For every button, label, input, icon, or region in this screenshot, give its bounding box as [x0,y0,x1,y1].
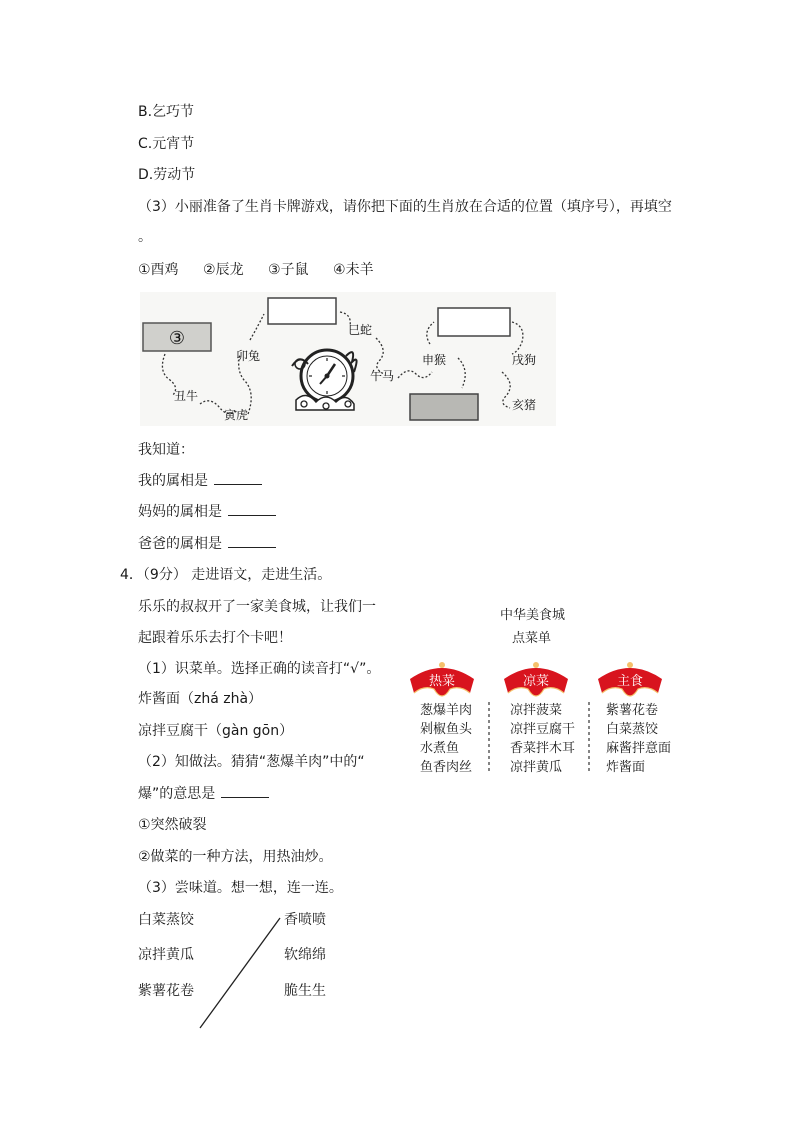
zodiac-option-1: ①酉鸡 [138,262,179,278]
menu-item: 麻酱拌意面 [606,741,672,756]
match-right-2[interactable]: 软绵绵 [284,947,326,963]
q4-part1: （1）识菜单。选择正确的读音打“√”。 [138,661,381,677]
q4-part2-label: 爆”的意思是 [138,786,216,802]
category-hot: 热菜 [428,674,456,689]
menu-item: 紫薯花卷 [606,703,659,718]
menu-item: 剁椒鱼头 [420,722,473,737]
menu-item: 香菜拌木耳 [510,741,576,756]
mom-zodiac-label: 妈妈的属相是 [138,504,222,520]
pronunciation-2: 凉拌豆腐干（gàn gōn） [138,723,294,739]
menu-item: 炸酱面 [606,760,646,775]
zodiac-option-3: ③子鼠 [268,262,309,278]
pronunciation-1: 炸酱面（zhá zhà） [138,691,263,707]
menu-title: 中华美食城 [500,608,566,623]
menu-item: 白菜蒸饺 [606,722,659,737]
dad-zodiac-label: 爸爸的属相是 [138,536,222,552]
match-right-1[interactable]: 香喷喷 [284,912,326,928]
label-dog: 戌狗 [512,353,537,367]
option-c: C.元宵节 [138,136,195,152]
zodiac-option-2: ②辰龙 [203,262,244,278]
menu-item: 鱼香肉丝 [420,760,473,775]
label-tiger: 寅虎 [224,408,249,422]
category-cold: 凉菜 [522,674,550,689]
menu-item: 凉拌黄瓜 [510,760,563,775]
zodiac-option-4: ④未羊 [333,262,374,278]
q3-prompt-end: 。 [138,229,152,245]
label-rabbit: 卯兔 [236,349,261,363]
menu-item: 凉拌豆腐干 [510,722,576,737]
menu-item: 水煮鱼 [420,741,460,756]
category-staple: 主食 [616,674,644,689]
q4-header: 4．（9分） 走进语文，走进生活。 [120,567,332,583]
q4-intro-2: 起跟着乐乐去打个卡吧！ [138,630,292,646]
know-label: 我知道： [138,442,194,458]
menu-item: 葱爆羊肉 [420,703,473,718]
q3-prompt: （3）小丽准备了生肖卡牌游戏，请你把下面的生肖放在合适的位置（填序号），再填空 [138,199,672,215]
menu-item: 凉拌菠菜 [510,703,563,718]
q4-part2: （2）知做法。猜猜“葱爆羊肉”中的“ [138,754,365,770]
match-left-3[interactable]: 紫薯花卷 [138,983,194,999]
label-monkey: 申猴 [422,353,447,367]
match-left-2[interactable]: 凉拌黄瓜 [138,947,194,963]
choice-2: ②做菜的一种方法，用热油炒。 [138,849,333,865]
menu-subtitle: 点菜单 [512,631,552,646]
label-horse: 午马 [370,369,395,383]
choice-1: ①突然破裂 [138,817,207,833]
match-left-1[interactable]: 白菜蒸饺 [138,912,194,928]
option-b: B.乞巧节 [138,104,195,120]
label-ox: 丑牛 [174,389,199,403]
option-d: D.劳动节 [138,167,196,183]
match-right-3[interactable]: 脆生生 [284,983,326,999]
label-snake: 巳蛇 [348,323,373,337]
q4-intro-1: 乐乐的叔叔开了一家美食城，让我们一 [138,599,376,615]
my-zodiac-label: 我的属相是 [138,473,208,489]
label-pig: 亥猪 [512,398,537,412]
q4-part3: （3）尝味道。想一想，连一连。 [138,880,343,896]
zodiac-card-number: ③ [168,328,186,349]
